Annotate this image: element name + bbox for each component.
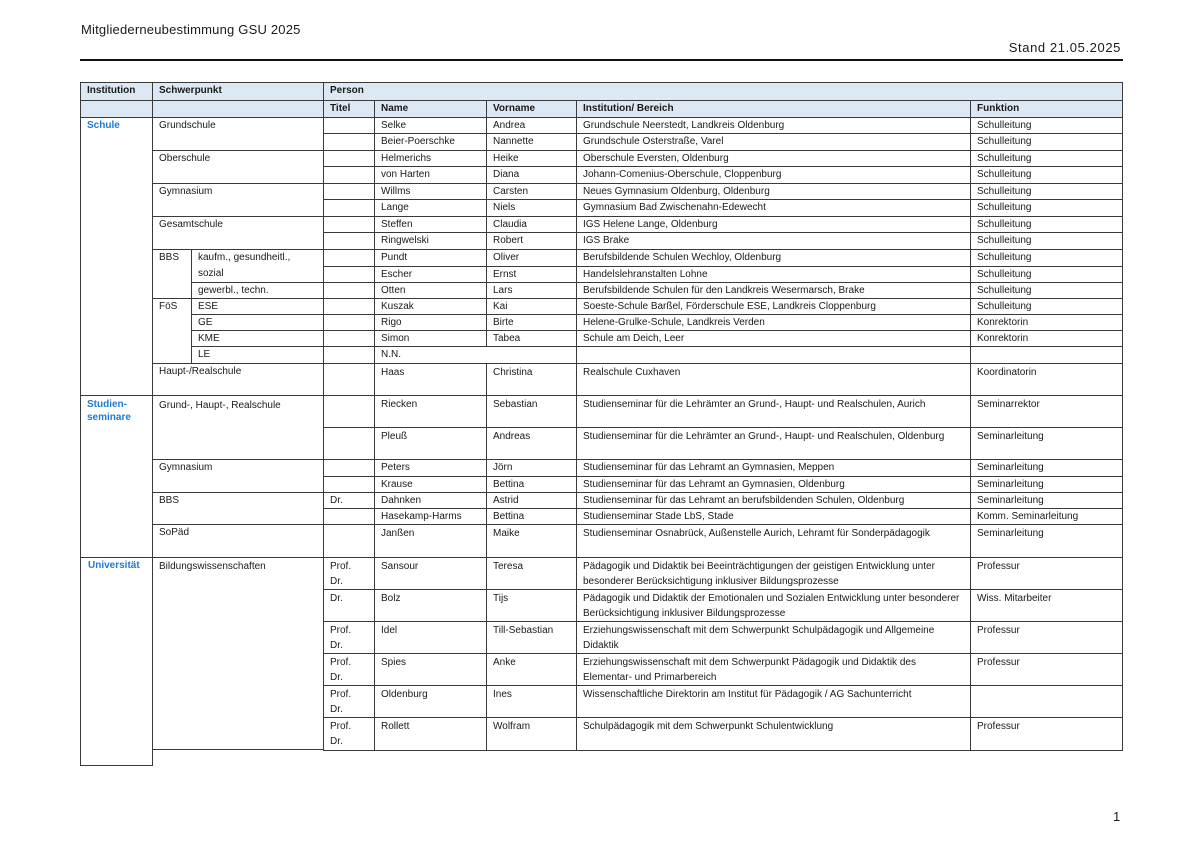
cell-funktion: Schulleitung [970, 117, 1123, 134]
schwerpunkt-foes-kme: KME [191, 330, 324, 347]
header-vorname: Vorname [486, 100, 577, 118]
cell-titel: Dr. [323, 589, 375, 622]
cell-name: Escher [374, 266, 487, 283]
cell-vorname: Claudia [486, 216, 577, 233]
cell-titel [323, 314, 375, 331]
cell-vorname: Robert [486, 232, 577, 250]
header-person: Person [323, 82, 1123, 101]
schwerpunkt-haupt-real: Haupt-/Realschule [152, 363, 324, 396]
cell-funktion: Seminarrektor [970, 395, 1123, 428]
cell-funktion: Seminarleitung [970, 476, 1123, 493]
cell-bereich: Studienseminar Osnabrück, Außenstelle Aurich, Lehramt für Sonderpädagogik [576, 524, 971, 558]
cell-vorname: Maike [486, 524, 577, 558]
cell-titel: Prof. Dr. [323, 621, 375, 654]
cell-bereich: Soeste-Schule Barßel, Förderschule ESE, Landkreis Cloppenburg [576, 298, 971, 315]
cell-titel [323, 117, 375, 134]
schwerpunkt-bbs-gewerbl: gewerbl., techn. [191, 282, 324, 299]
cell-bereich: Johann-Comenius-Oberschule, Cloppenburg [576, 166, 971, 184]
cell-vorname: Niels [486, 199, 577, 217]
cell-bereich: Berufsbildende Schulen Wechloy, Oldenburg [576, 249, 971, 267]
cell-funktion: Professur [970, 621, 1123, 654]
cell-bereich: Realschule Cuxhaven [576, 363, 971, 396]
schwerpunkt-gymnasium: Gymnasium [152, 183, 324, 217]
cell-vorname: Ines [486, 685, 577, 718]
cell-name: Janßen [374, 524, 487, 558]
cell-vorname: Birte [486, 314, 577, 331]
schwerpunkt-bbs: BBS [152, 249, 192, 299]
cell-vorname: Jörn [486, 459, 577, 477]
cell-bereich: Erziehungswissenschaft mit dem Schwerpunkt Schulpädagogik und Allgemeine Didaktik [576, 621, 971, 654]
cell-name: Lange [374, 199, 487, 217]
cell-vorname: Teresa [486, 557, 577, 590]
cell-bereich: Neues Gymnasium Oldenburg, Oldenburg [576, 183, 971, 200]
cell-titel [323, 508, 375, 525]
cell-name: Haas [374, 363, 487, 396]
cell-titel [323, 232, 375, 250]
cell-titel [323, 524, 375, 558]
cell-bereich: Pädagogik und Didaktik der Emotionalen und Sozialen Entwicklung unter besonderer Berücksichtigung inklusiver Bildungsprozesse [576, 589, 971, 622]
cell-titel [323, 282, 375, 299]
cell-titel [323, 266, 375, 283]
cell-titel: Prof. Dr. [323, 557, 375, 590]
cell-titel: Prof. Dr. [323, 717, 375, 751]
schwerpunkt-foes-ese: ESE [191, 298, 324, 315]
cell-titel [323, 298, 375, 315]
cell-name: Idel [374, 621, 487, 654]
cell-name: Pleuß [374, 427, 487, 460]
cell-bereich: Studienseminar für das Lehramt an berufsbildenden Schulen, Oldenburg [576, 492, 971, 509]
schwerpunkt-oberschule: Oberschule [152, 150, 324, 184]
cell-bereich: Studienseminar für das Lehramt an Gymnasien, Oldenburg [576, 476, 971, 493]
cell-name: Peters [374, 459, 487, 477]
cell-bereich: Oberschule Eversten, Oldenburg [576, 150, 971, 167]
cell-funktion: Schulleitung [970, 166, 1123, 184]
schwerpunkt-grundschule: Grundschule [152, 117, 324, 151]
schwerpunkt-sem-sopaed: SoPäd [152, 524, 324, 558]
cell-vorname: Diana [486, 166, 577, 184]
cell-funktion: Schulleitung [970, 183, 1123, 200]
cell-funktion: Seminarleitung [970, 524, 1123, 558]
institution-universitaet: Universität [80, 557, 153, 766]
cell-vorname: Kai [486, 298, 577, 315]
schwerpunkt-sem-gym: Gymnasium [152, 459, 324, 493]
cell-titel [323, 476, 375, 493]
cell-funktion [970, 346, 1123, 364]
cell-vorname: Anke [486, 653, 577, 686]
cell-bereich: Grundschule Osterstraße, Varel [576, 133, 971, 151]
cell-name: Beier-Poerschke [374, 133, 487, 151]
cell-bereich: Studienseminar für das Lehramt an Gymnasien, Meppen [576, 459, 971, 477]
cell-funktion: Schulleitung [970, 282, 1123, 299]
cell-funktion: Seminarleitung [970, 427, 1123, 460]
cell-titel [323, 133, 375, 151]
cell-vorname: Andreas [486, 427, 577, 460]
cell-funktion: Schulleitung [970, 216, 1123, 233]
cell-bereich: Handelslehranstalten Lohne [576, 266, 971, 283]
schwerpunkt-bbs-kaufm: kaufm., gesundheitl., sozial [191, 249, 324, 283]
header-name: Name [374, 100, 487, 118]
header-titel: Titel [323, 100, 375, 118]
cell-vorname: Tijs [486, 589, 577, 622]
cell-bereich: Gymnasium Bad Zwischenahn-Edewecht [576, 199, 971, 217]
cell-titel [323, 346, 375, 364]
schwerpunkt-foes-le: LE [191, 346, 324, 364]
cell-titel [323, 427, 375, 460]
cell-titel [323, 150, 375, 167]
cell-titel [323, 395, 375, 428]
header-institution: Institution [80, 82, 153, 101]
cell-name: Selke [374, 117, 487, 134]
header-schwerpunkt-blank [152, 100, 324, 118]
header-funktion: Funktion [970, 100, 1123, 118]
cell-vorname: Ernst [486, 266, 577, 283]
cell-vorname: Heike [486, 150, 577, 167]
cell-vorname: Wolfram [486, 717, 577, 751]
cell-funktion: Seminarleitung [970, 459, 1123, 477]
cell-bereich: Studienseminar für die Lehrämter an Grund-, Haupt- und Realschulen, Oldenburg [576, 427, 971, 460]
cell-titel [323, 199, 375, 217]
cell-name: Pundt [374, 249, 487, 267]
cell-bereich: Studienseminar für die Lehrämter an Grund-, Haupt- und Realschulen, Aurich [576, 395, 971, 428]
cell-bereich: IGS Helene Lange, Oldenburg [576, 216, 971, 233]
cell-funktion: Seminarleitung [970, 492, 1123, 509]
cell-name: N.N. [374, 346, 577, 364]
cell-vorname: Bettina [486, 508, 577, 525]
cell-titel: Dr. [323, 492, 375, 509]
cell-bereich: IGS Brake [576, 232, 971, 250]
cell-name: Krause [374, 476, 487, 493]
cell-vorname: Nannette [486, 133, 577, 151]
cell-vorname: Carsten [486, 183, 577, 200]
cell-titel [323, 330, 375, 347]
schwerpunkt-foes: FöS [152, 298, 192, 364]
cell-name: Bolz [374, 589, 487, 622]
cell-bereich: Erziehungswissenschaft mit dem Schwerpunkt Pädagogik und Didaktik des Elementar- und Primarbereich [576, 653, 971, 686]
cell-titel [323, 183, 375, 200]
cell-name: Kuszak [374, 298, 487, 315]
cell-name: Dahnken [374, 492, 487, 509]
cell-funktion: Komm. Seminarleitung [970, 508, 1123, 525]
cell-bereich: Pädagogik und Didaktik bei Beeinträchtigungen der geistigen Entwicklung unter besonderer Berücksichtigung inklusiver Bildungsprozesse [576, 557, 971, 590]
cell-vorname: Bettina [486, 476, 577, 493]
cell-titel [323, 249, 375, 267]
cell-bereich: Studienseminar Stade LbS, Stade [576, 508, 971, 525]
schwerpunkt-sem-ghr: Grund-, Haupt-, Realschule [152, 395, 324, 460]
cell-name: Simon [374, 330, 487, 347]
cell-funktion: Koordinatorin [970, 363, 1123, 396]
cell-bereich: Berufsbildende Schulen für den Landkreis Wesermarsch, Brake [576, 282, 971, 299]
cell-titel [323, 166, 375, 184]
cell-funktion: Professur [970, 717, 1123, 751]
page-number: 1 [1113, 809, 1121, 824]
cell-titel [323, 363, 375, 396]
cell-titel: Prof. Dr. [323, 685, 375, 718]
schwerpunkt-gesamtschule: Gesamtschule [152, 216, 324, 250]
cell-name: Otten [374, 282, 487, 299]
cell-name: Steffen [374, 216, 487, 233]
institution-schule: Schule [80, 117, 153, 396]
institution-studienseminare: Studien-seminare [80, 395, 153, 558]
cell-funktion: Schulleitung [970, 232, 1123, 250]
cell-name: Rollett [374, 717, 487, 751]
cell-funktion: Konrektorin [970, 330, 1123, 347]
cell-name: Ringwelski [374, 232, 487, 250]
cell-name: Sansour [374, 557, 487, 590]
cell-vorname: Andrea [486, 117, 577, 134]
cell-funktion: Schulleitung [970, 199, 1123, 217]
cell-name: von Harten [374, 166, 487, 184]
cell-name: Spies [374, 653, 487, 686]
cell-vorname: Lars [486, 282, 577, 299]
cell-titel [323, 459, 375, 477]
cell-name: Helmerichs [374, 150, 487, 167]
cell-vorname: Oliver [486, 249, 577, 267]
cell-funktion: Konrektorin [970, 314, 1123, 331]
cell-name: Rigo [374, 314, 487, 331]
cell-titel [323, 216, 375, 233]
cell-bereich: Wissenschaftliche Direktorin am Institut für Pädagogik / AG Sachunterricht [576, 685, 971, 718]
schwerpunkt-sem-bbs: BBS [152, 492, 324, 525]
header-bereich: Institution/ Bereich [576, 100, 971, 118]
cell-name: Hasekamp-Harms [374, 508, 487, 525]
cell-vorname: Christina [486, 363, 577, 396]
cell-funktion: Schulleitung [970, 133, 1123, 151]
cell-vorname: Sebastian [486, 395, 577, 428]
cell-titel: Prof. Dr. [323, 653, 375, 686]
header-institution-blank [80, 100, 153, 118]
cell-bereich [576, 346, 971, 364]
cell-funktion: Schulleitung [970, 266, 1123, 283]
cell-name: Oldenburg [374, 685, 487, 718]
cell-funktion: Schulleitung [970, 298, 1123, 315]
cell-vorname: Tabea [486, 330, 577, 347]
cell-funktion: Professur [970, 557, 1123, 590]
document-title: Mitgliederneubestimmung GSU 2025 [81, 22, 301, 37]
cell-funktion: Wiss. Mitarbeiter [970, 589, 1123, 622]
stand-date: Stand 21.05.2025 [1008, 40, 1121, 55]
cell-bereich: Schulpädagogik mit dem Schwerpunkt Schulentwicklung [576, 717, 971, 751]
cell-vorname: Till-Sebastian [486, 621, 577, 654]
cell-name: Willms [374, 183, 487, 200]
header-schwerpunkt: Schwerpunkt [152, 82, 324, 101]
cell-funktion [970, 685, 1123, 718]
schwerpunkt-uni-bw: Bildungswissenschaften [152, 557, 324, 750]
cell-funktion: Schulleitung [970, 150, 1123, 167]
cell-bereich: Helene-Grulke-Schule, Landkreis Verden [576, 314, 971, 331]
schwerpunkt-foes-ge: GE [191, 314, 324, 331]
cell-name: Riecken [374, 395, 487, 428]
cell-funktion: Professur [970, 653, 1123, 686]
cell-bereich: Schule am Deich, Leer [576, 330, 971, 347]
cell-bereich: Grundschule Neerstedt, Landkreis Oldenburg [576, 117, 971, 134]
cell-vorname: Astrid [486, 492, 577, 509]
cell-funktion: Schulleitung [970, 249, 1123, 267]
